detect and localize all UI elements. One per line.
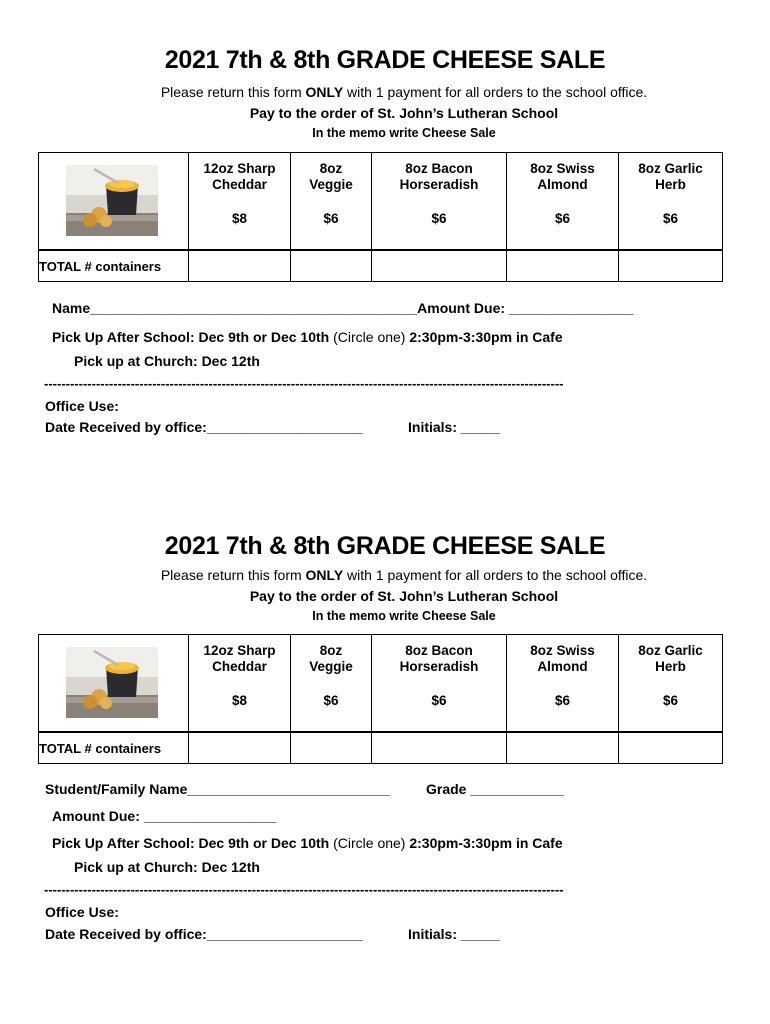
- order-table: [38, 634, 723, 764]
- product-cell: 8oz Swiss Almond $6: [507, 153, 619, 251]
- product-cell: 8oz Garlic Herb $6: [619, 153, 723, 251]
- order-table: [38, 152, 723, 282]
- product-price: $6: [431, 693, 447, 708]
- product-image-cell: [39, 153, 189, 251]
- quantity-field[interactable]: [619, 250, 723, 282]
- product-cell: 8oz Garlic Herb $6: [619, 635, 723, 733]
- quantity-field[interactable]: [507, 250, 619, 282]
- pickup-school-line: Pick Up After School: Dec 9th or Dec 10th (Circle one) 2:30pm-3:30pm in Cafe: [52, 835, 563, 851]
- product-price: $6: [431, 211, 447, 226]
- product-price: $6: [662, 693, 679, 708]
- pay-to-line: Pay to the order of St. John’s Lutheran School: [249, 105, 559, 121]
- form-title: 2021 7th & 8th GRADE CHEESE SALE: [164, 532, 606, 560]
- product-price: $6: [554, 693, 571, 708]
- student-family-name-field[interactable]: Student/Family Name__________________________: [45, 781, 390, 797]
- product-cell: 8oz Bacon Horseradish $6: [372, 153, 507, 251]
- quantity-field[interactable]: [189, 732, 291, 764]
- memo-line: In the memo write Cheese Sale: [312, 126, 496, 140]
- product-cell: 8oz Veggie $6: [291, 153, 372, 251]
- total-containers-label: TOTAL # containers: [39, 732, 189, 764]
- product-cell: 8oz Swiss Almond $6: [507, 635, 619, 733]
- product-image-cell: [39, 635, 189, 733]
- cheese-photo: [66, 165, 158, 236]
- pickup-school-line: Pick Up After School: Dec 9th or Dec 10th (Circle one) 2:30pm-3:30pm in Cafe: [52, 329, 563, 345]
- product-cell: 12oz Sharp Cheddar $8: [189, 153, 291, 251]
- initials-field[interactable]: Initials: _____: [408, 926, 500, 942]
- pickup-church-line: Pick up at Church: Dec 12th: [74, 859, 260, 875]
- quantity-field[interactable]: [189, 250, 291, 282]
- quantity-field[interactable]: [372, 250, 507, 282]
- quantity-field[interactable]: [372, 732, 507, 764]
- quantity-field[interactable]: [507, 732, 619, 764]
- quantity-field[interactable]: [291, 250, 372, 282]
- product-cell: 12oz Sharp Cheddar $8: [189, 635, 291, 733]
- office-use-label: Office Use:: [45, 904, 119, 920]
- memo-line: In the memo write Cheese Sale: [312, 609, 496, 623]
- cheese-photo: [66, 647, 158, 718]
- quantity-field[interactable]: [291, 732, 372, 764]
- return-instruction: Please return this form ONLY with 1 payment for all orders to the school office.: [160, 84, 648, 100]
- product-price: $6: [554, 211, 571, 226]
- grade-field[interactable]: Grade ____________: [426, 781, 564, 797]
- initials-field[interactable]: Initials: _____: [408, 419, 500, 435]
- amount-due-field[interactable]: Amount Due: _________________: [52, 808, 277, 824]
- pickup-church-line: Pick up at Church: Dec 12th: [74, 353, 260, 369]
- product-price: $6: [662, 211, 679, 226]
- office-use-label: Office Use:: [45, 398, 119, 414]
- product-cell: 8oz Bacon Horseradish $6: [372, 635, 507, 733]
- return-instruction: Please return this form ONLY with 1 payment for all orders to the school office.: [160, 567, 648, 583]
- cut-line: ------------------------------------------------------------------------------------------------------------------------: [44, 882, 564, 897]
- date-received-field[interactable]: Date Received by office:____________________: [45, 419, 363, 435]
- total-containers-label: TOTAL # containers: [39, 250, 189, 282]
- product-price: $6: [323, 693, 339, 708]
- product-price: $6: [323, 211, 339, 226]
- product-price: $8: [231, 211, 248, 226]
- quantity-field[interactable]: [619, 732, 723, 764]
- form-title: 2021 7th & 8th GRADE CHEESE SALE: [164, 46, 606, 74]
- cut-line: ------------------------------------------------------------------------------------------------------------------------: [44, 376, 564, 391]
- pay-to-line: Pay to the order of St. John’s Lutheran School: [249, 588, 559, 604]
- name-amount-line[interactable]: Name__________________________________________Amount Due: ________________: [52, 300, 634, 316]
- product-price: $8: [231, 693, 248, 708]
- date-received-field[interactable]: Date Received by office:____________________: [45, 926, 363, 942]
- product-cell: 8oz Veggie $6: [291, 635, 372, 733]
